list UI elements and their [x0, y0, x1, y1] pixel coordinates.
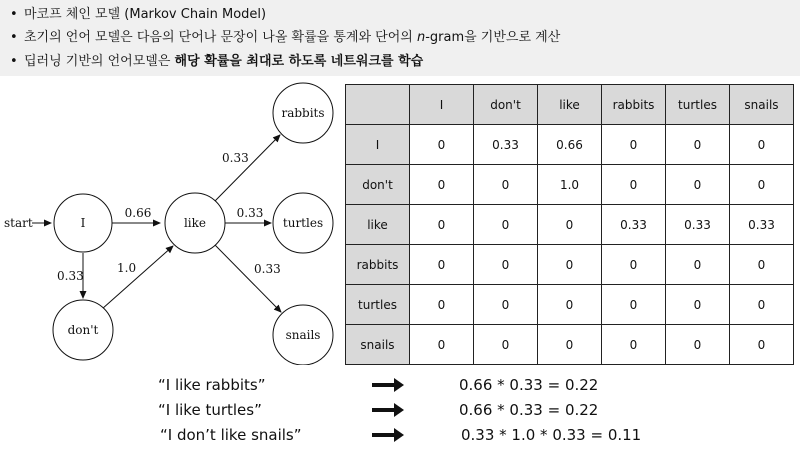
example-sentence-snails: “I don’t like snails” — [160, 426, 302, 444]
edge-like-rabbits — [215, 135, 280, 201]
table-header-row — [346, 85, 794, 125]
table-cell: 0 — [538, 285, 602, 325]
row-header: I — [346, 125, 410, 165]
table-cell: 0 — [474, 245, 538, 285]
row-header: don't — [346, 165, 410, 205]
edge-label-I-like: 0.66 — [124, 206, 152, 220]
row-header: rabbits — [346, 245, 410, 285]
table-cell: 0 — [602, 245, 666, 285]
table-cell: 0 — [730, 165, 794, 205]
right-arrow-icon — [372, 403, 404, 417]
col-header: snails — [730, 85, 794, 125]
row-header: like — [346, 205, 410, 245]
table-cell: 0 — [602, 285, 666, 325]
col-header: like — [538, 85, 602, 125]
edge-label-like-turtles: 0.33 — [236, 206, 264, 220]
table-cell: 0 — [410, 125, 474, 165]
right-arrow-icon — [372, 378, 404, 392]
table-cell: 0 — [666, 325, 730, 365]
bullet-text: 초기의 언어 모델은 다음의 단어나 문장이 나올 확률을 통계와 단어의 — [24, 30, 417, 45]
table-cell: 0 — [410, 285, 474, 325]
node-label-I: I — [80, 216, 86, 230]
edge-like-snails — [215, 245, 281, 312]
table-cell: 1.0 — [538, 165, 602, 205]
col-header: I — [410, 85, 474, 125]
table-cell: 0 — [538, 325, 602, 365]
table-cell: 0 — [666, 285, 730, 325]
table-row — [346, 245, 794, 285]
col-header: don't — [474, 85, 538, 125]
table-cell: 0 — [602, 325, 666, 365]
table-cell: 0.33 — [730, 205, 794, 245]
table-cell: 0.33 — [602, 205, 666, 245]
bullet-text: -gram을 기반으로 계산 — [425, 30, 561, 45]
table-cell: 0 — [666, 125, 730, 165]
bullet-italic: n — [416, 30, 426, 45]
table-cell: 0.66 — [538, 125, 602, 165]
node-label-like: like — [183, 216, 207, 230]
bullet-dot: • — [10, 7, 18, 22]
table-cell: 0 — [538, 245, 602, 285]
table-cell: 0 — [474, 205, 538, 245]
table-cell: 0 — [730, 285, 794, 325]
table-cell: 0 — [474, 165, 538, 205]
table-cell: 0 — [666, 165, 730, 205]
node-label-dont: don't — [67, 323, 99, 337]
table-row — [346, 205, 794, 245]
node-label-turtles: turtles — [282, 216, 324, 230]
edge-label-I-dont: 0.33 — [57, 269, 84, 283]
start-label: start — [4, 216, 33, 230]
node-label-rabbits: rabbits — [281, 106, 325, 120]
example-calc-rabbits: 0.66 * 0.33 = 0.22 — [459, 376, 599, 394]
table-cell: 0 — [666, 245, 730, 285]
table-cell: 0 — [602, 125, 666, 165]
edge-label-dont-like: 1.0 — [117, 261, 137, 275]
table-row — [346, 165, 794, 205]
table-cell: 0 — [410, 205, 474, 245]
bullet-text: 딥러닝 기반의 언어모델은 — [24, 54, 175, 69]
example-sentence-rabbits: “I like rabbits” — [158, 376, 266, 394]
bullet-dot: • — [10, 30, 18, 45]
bullet-ngram — [10, 26, 560, 45]
table-row — [346, 285, 794, 325]
table-cell: 0.33 — [474, 125, 538, 165]
edge-dont-like — [102, 246, 173, 309]
transition-matrix-table — [345, 84, 794, 365]
table-cell: 0 — [410, 165, 474, 205]
example-calc-turtles: 0.66 * 0.33 = 0.22 — [459, 401, 599, 419]
bullet-text: 마코프 체인 모델 (Markov Chain Model) — [24, 7, 267, 22]
table-cell: 0 — [410, 325, 474, 365]
col-header: rabbits — [602, 85, 666, 125]
table-cell: 0 — [474, 325, 538, 365]
example-sentence-turtles: “I like turtles” — [158, 401, 262, 419]
table-row — [346, 325, 794, 365]
table-cell: 0.33 — [666, 205, 730, 245]
node-label-snails: snails — [285, 328, 321, 342]
table-cell: 0 — [538, 205, 602, 245]
markov-chain-graph — [0, 80, 345, 365]
table-cell: 0 — [730, 325, 794, 365]
bullet-dot: • — [10, 54, 18, 69]
edge-label-like-rabbits: 0.33 — [222, 151, 249, 165]
edge-label-like-snails: 0.33 — [254, 262, 281, 276]
table-cell: 0 — [410, 245, 474, 285]
example-calc-snails: 0.33 * 1.0 * 0.33 = 0.11 — [461, 426, 642, 444]
table-cell: 0 — [602, 165, 666, 205]
table-corner-cell — [346, 85, 410, 125]
right-arrow-icon — [372, 428, 404, 442]
bullet-deep-learning — [10, 50, 423, 69]
table-row — [346, 125, 794, 165]
col-header: turtles — [666, 85, 730, 125]
table-cell: 0 — [474, 285, 538, 325]
table-cell: 0 — [730, 125, 794, 165]
bullet-bold: 해당 확률을 최대로 하도록 네트워크를 학습 — [174, 54, 424, 69]
row-header: snails — [346, 325, 410, 365]
table-cell: 0 — [730, 245, 794, 285]
header-bullets — [0, 0, 800, 76]
bullet-markov — [10, 3, 266, 22]
row-header: turtles — [346, 285, 410, 325]
